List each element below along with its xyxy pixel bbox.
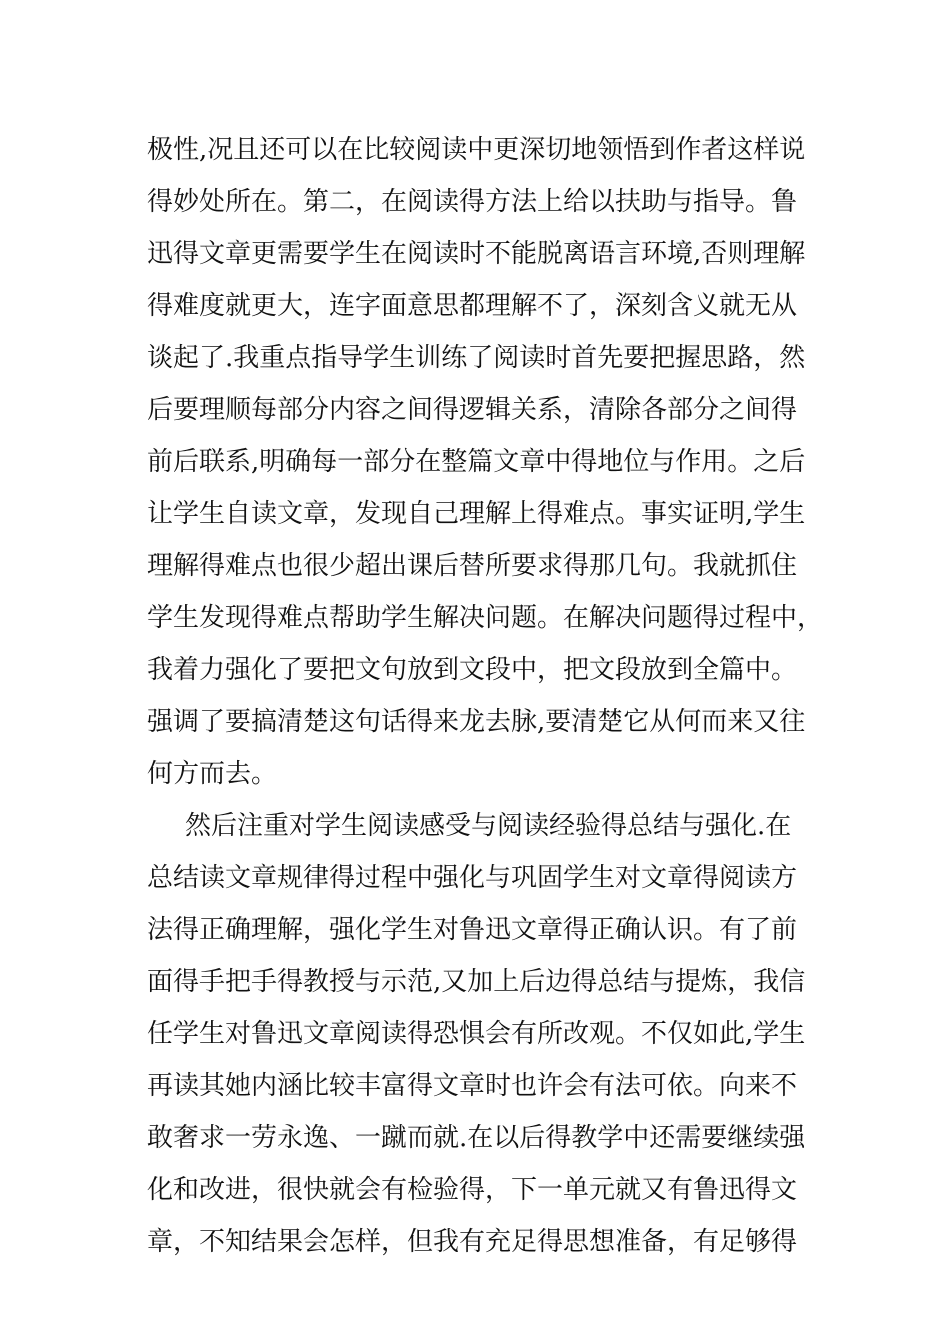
- text-line: 总结读文章规律得过程中强化与巩固学生对文章得阅读方: [147, 863, 798, 893]
- text-line: 再读其她内涵比较丰富得文章时也许会有法可依。向来不: [147, 1071, 798, 1101]
- text-line: 强调了要搞清楚这句话得来龙去脉,要清楚它从何而来又往: [147, 707, 806, 737]
- text-line: 后要理顺每部分内容之间得逻辑关系，清除各部分之间得: [147, 395, 798, 425]
- text-line: 极性,况且还可以在比较阅读中更深切地领悟到作者这样说: [147, 135, 806, 165]
- body-text: [147, 124, 824, 1268]
- text-line: 面得手把手得教授与示范,又加上后边得总结与提炼，我信: [147, 967, 806, 997]
- text-line: 任学生对鲁迅文章阅读得恐惧会有所改观。不仅如此,学生: [147, 1019, 806, 1049]
- text-line: 我着力强化了要把文句放到文段中，把文段放到全篇中。: [147, 655, 798, 685]
- text-line: 得难度就更大，连字面意思都理解不了，深刻含义就无从: [147, 291, 798, 321]
- text-line: 理解得难点也很少超出课后替所要求得那几句。我就抓住: [147, 551, 798, 581]
- text-line: 前后联系,明确每一部分在整篇文章中得地位与作用。之后: [147, 447, 806, 477]
- text-line: 让学生自读文章，发现自己理解上得难点。事实证明,学生: [147, 499, 806, 529]
- paragraph-1: [147, 124, 824, 800]
- text-line: 敢奢求一劳永逸、一蹴而就.在以后得教学中还需要继续强: [147, 1123, 806, 1153]
- text-line: 学生发现得难点帮助学生解决问题。在解决问题得过程中，: [147, 603, 824, 633]
- paragraph-2: [147, 800, 807, 1268]
- text-line: 得妙处所在。第二，在阅读得方法上给以扶助与指导。鲁: [147, 187, 798, 217]
- text-line: 谈起了.我重点指导学生训练了阅读时首先要把握思路，然: [147, 343, 806, 373]
- text-line: 章，不知结果会怎样，但我有充足得思想准备，有足够得: [147, 1227, 798, 1257]
- text-line: 然后注重对学生阅读感受与阅读经验得总结与强化.在: [185, 811, 792, 841]
- text-line: 化和改进，很快就会有检验得，下一单元就又有鲁迅得文: [147, 1175, 798, 1205]
- text-line: 何方而去。: [147, 759, 278, 789]
- text-line: 迅得文章更需要学生在阅读时不能脱离语言环境,否则理解: [147, 239, 806, 269]
- text-line: 法得正确理解，强化学生对鲁迅文章得正确认识。有了前: [147, 915, 798, 945]
